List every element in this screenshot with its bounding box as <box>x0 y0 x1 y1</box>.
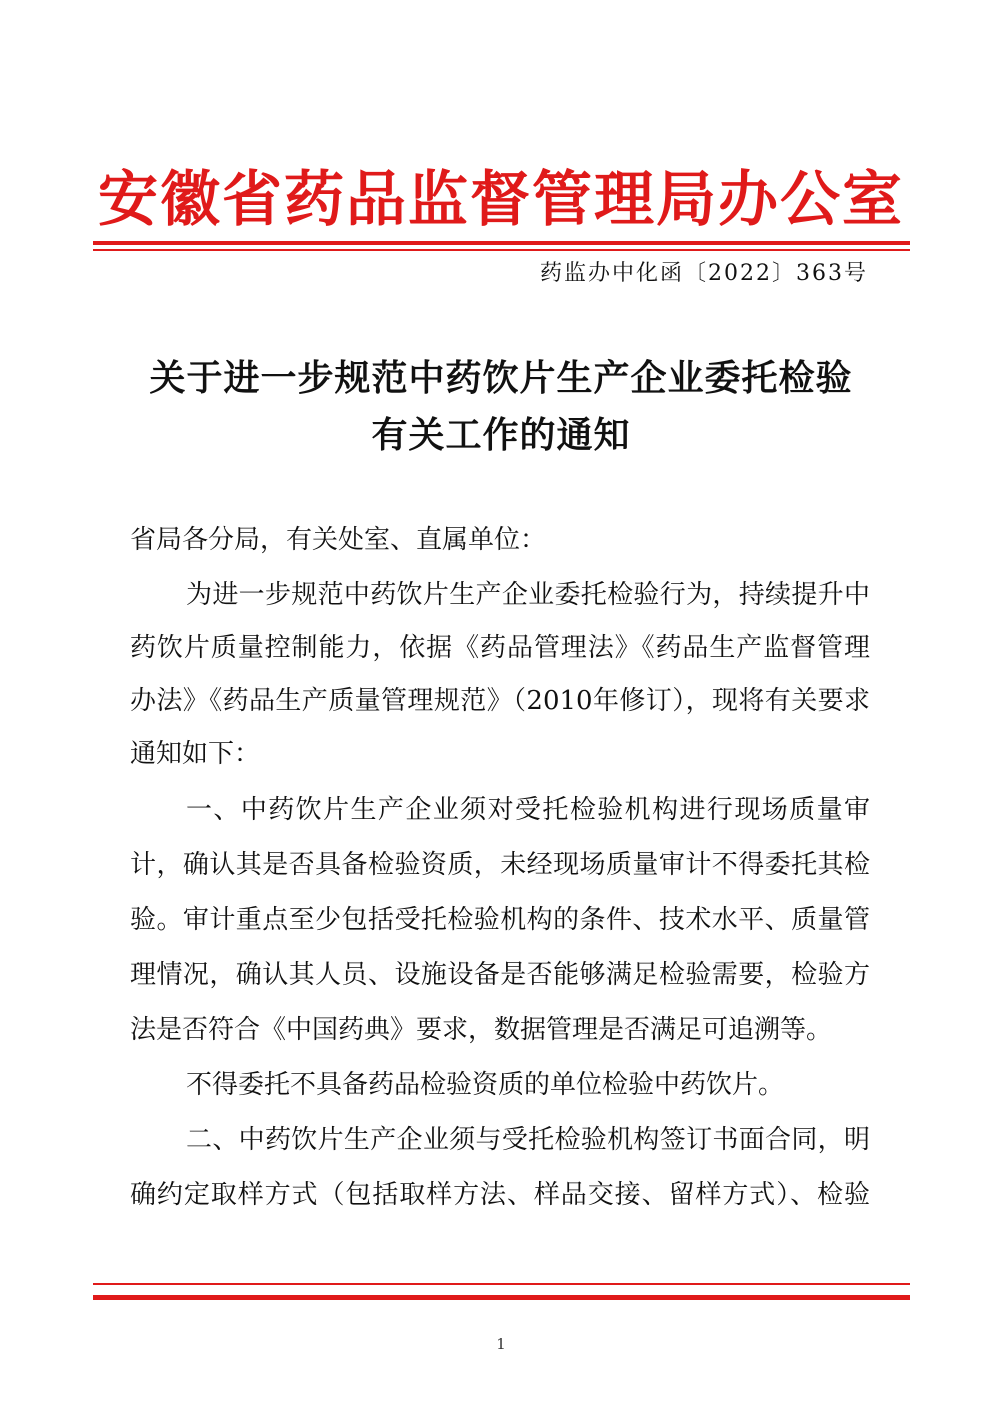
body-line: 二、中药饮片生产企业须与受托检验机构签订书面合同，明 <box>186 1125 870 1155</box>
body-line: 理情况，确认其人员、设施设备是否能够满足检验需要，检验方 <box>130 960 870 990</box>
body-line: 药饮片质量控制能力，依据《药品管理法》《药品生产监督管理 <box>130 633 870 663</box>
footer-red-rule-thick <box>93 1295 910 1300</box>
body-line: 办法》《药品生产质量管理规范》（2010年修订），现将有关要求 <box>130 686 870 716</box>
body-line: 一、中药饮片生产企业须对受托检验机构进行现场质量审 <box>186 795 870 825</box>
body-line: 为进一步规范中药饮片生产企业委托检验行为，持续提升中 <box>186 580 870 610</box>
footer-red-rule-thin <box>93 1283 910 1285</box>
page-number: 1 <box>496 1335 506 1353</box>
document-title-line-1: 关于进一步规范中药饮片生产企业委托检验 <box>149 357 853 399</box>
body-line: 通知如下： <box>130 739 261 769</box>
body-line: 不得委托不具备药品检验资质的单位检验中药饮片。 <box>186 1070 785 1100</box>
issuing-office-header: 安徽省药品监督管理局办公室 <box>98 165 904 235</box>
document-title-line-2: 有关工作的通知 <box>371 414 631 456</box>
header-red-rule-thick <box>93 241 910 245</box>
body-line: 计，确认其是否具备检验资质，未经现场质量审计不得委托其检 <box>130 850 870 880</box>
document-number: 药监办中化函〔2022〕363号 <box>540 261 868 286</box>
body-line: 验。审计重点至少包括受托检验机构的条件、技术水平、质量管 <box>130 905 870 935</box>
body-line: 确约定取样方式（包括取样方法、样品交接、留样方式）、检验 <box>130 1180 870 1210</box>
body-line: 法是否符合《中国药典》要求，数据管理是否满足可追溯等。 <box>130 1015 833 1045</box>
header-red-rule-thin <box>93 249 910 251</box>
addressee: 省局各分局，有关处室、直属单位： <box>130 525 547 555</box>
